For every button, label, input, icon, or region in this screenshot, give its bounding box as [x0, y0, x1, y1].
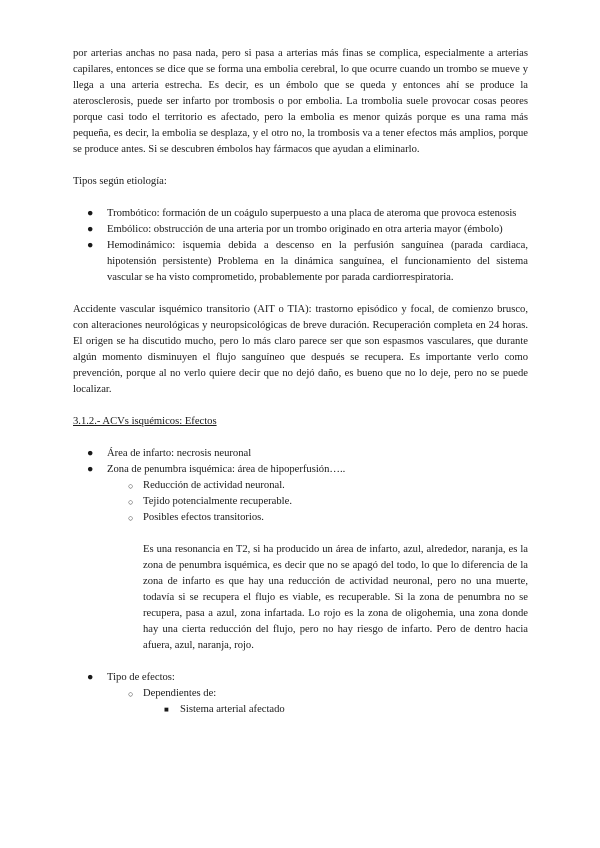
document-page — [73, 46, 528, 718]
bullet-icon: ● — [87, 224, 94, 235]
penumbra-subitem — [73, 510, 528, 526]
resonancia-paragraph: Es una resonancia en T2, si ha producido un área de infarto, azul, alrededor, naranja, es la zona de penumbra isquémica, es decir que no se apagó del todo, lo que lo diferencia de la zona de infarto es que hay una reducción de actividad neuronal, pero no una muerte, todavía si se recupera el flujo es viable, es recuperable. Si la zona de penumbra no se recupera, pasa a azul, zona infartada. Lo rojo es la zona de oligohemia, una zona donde hay una cierta reducción del flujo, pero no hay riesgo de infarto. Pero de dentro hacia afuera, azul, naranja, rojo. — [143, 544, 528, 651]
tipo-hemodinamico — [73, 238, 528, 286]
circle-bullet-icon: ○ — [128, 513, 134, 523]
circle-bullet-icon: ○ — [128, 689, 134, 699]
tipo-efectos-item — [73, 670, 528, 686]
bullet-icon: ● — [87, 240, 94, 251]
list-item-text: Zona de penumbra isquémica: área de hipoperfusión….. — [107, 464, 346, 475]
square-bullet-icon: ■ — [164, 705, 169, 714]
section-heading: 3.1.2.- ACVs isquémicos: Efectos — [73, 416, 217, 427]
list-item-text: Hemodinámico: isquemia debida a descenso en la perfusión sanguínea (parada cardiaca, hipotensión persistente) Problema en la dinámica sanguínea, el funcionamiento del sistema vascular se ha visto comprometido, probablemente por parada cardiorrespiratoria. — [107, 240, 528, 283]
efectos-list — [73, 446, 528, 526]
tipos-label: Tipos según etiología: — [73, 176, 167, 187]
bullet-icon: ● — [87, 464, 94, 475]
area-infarto-item — [73, 446, 528, 462]
bullet-icon: ● — [87, 208, 94, 219]
bullet-icon: ● — [87, 448, 94, 459]
list-item-text: Tipo de efectos: — [107, 672, 175, 683]
list-item-text: Tejido potencialmente recuperable. — [143, 496, 292, 507]
list-item-text: Embólico: obstrucción de una arteria por un trombo originado en otra arteria mayor (émbolo) — [107, 224, 503, 235]
dependientes-item — [73, 686, 528, 702]
list-item-text: Dependientes de: — [143, 688, 217, 699]
circle-bullet-icon: ○ — [128, 497, 134, 507]
bullet-icon: ● — [87, 672, 94, 683]
sistema-arterial-item — [73, 702, 528, 718]
ait-paragraph: Accidente vascular isquémico transitorio (AIT o TIA): trastorno episódico y focal, de comienzo brusco, con alteraciones neurológicas y neuropsicológicas de breve duración. Recuperación completa en 24 horas. El origen se ha discutido mucho, pero lo más claro parece ser que son espasmos vasculares, que durante algún momento disminuyen el flujo sanguíneo que después se recupera. Es importante verlo como prevención, porque al no verlo quiere decir que no dejó daño, es bueno que no lo deje, pero no se puede localizar. — [73, 304, 528, 395]
tipo-embolico — [73, 222, 528, 238]
tipos-list — [73, 206, 528, 286]
tipo-efectos-list — [73, 670, 528, 718]
circle-bullet-icon: ○ — [128, 481, 134, 491]
penumbra-subitem — [73, 494, 528, 510]
list-item-text: Trombótico: formación de un coágulo superpuesto a una placa de ateroma que provoca estenosis — [107, 208, 517, 219]
tipo-trombotico — [73, 206, 528, 222]
list-item-text: Sistema arterial afectado — [180, 704, 285, 715]
list-item-text: Área de infarto: necrosis neuronal — [107, 448, 252, 459]
list-item-text: Posibles efectos transitorios. — [143, 512, 264, 523]
intro-paragraph: por arterias anchas no pasa nada, pero si pasa a arterias más finas se complica, especialmente a arterias capilares, entonces se dice que se forma una embolia cerebral, lo que ocurre cuando un trombo se mueve y llega a una arteria estrecha. Es decir, es un émbolo que se queda y entonces ahí se produce la aterosclerosis, puede ser infarto por trombosis o por embolia. La trombolia suele provocar cosas peores porque casi todo el territorio es afectado, pero la embolia es menor quizás porque es una rama más pequeña, es decir, la embolia se desplaza, y el otro no, la trombosis va a tener efectos más amplios, porque se produce antes. Si se descubren émbolos hay fármacos que ayudan a eliminarlo. — [73, 48, 528, 155]
list-item-text: Reducción de actividad neuronal. — [143, 480, 285, 491]
penumbra-subitem — [73, 478, 528, 494]
zona-penumbra-item — [73, 462, 528, 478]
